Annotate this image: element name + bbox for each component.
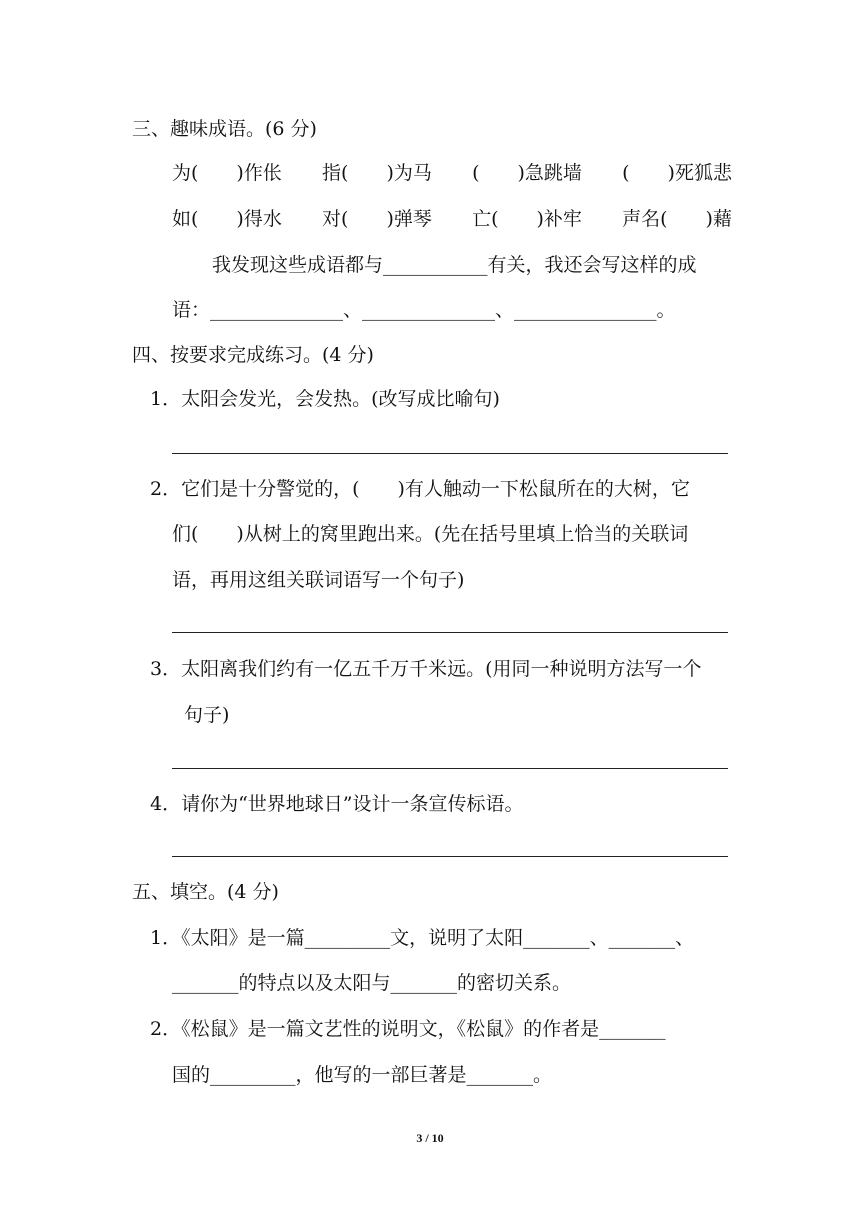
idiom-item: ( )死狐悲: [622, 162, 732, 184]
idiom-item: 亡( )补牢: [472, 208, 582, 230]
question-4-4: 4．请你为“世界地球日”设计一条宣传标语。: [150, 793, 524, 815]
page-number: 3 / 10: [416, 1131, 444, 1145]
idiom-item: 指( )为马: [322, 162, 432, 184]
section-3-heading: 三、趣味成语。(6 分): [132, 118, 317, 140]
question-4-3-line1: 3．太阳离我们约有一亿五千万千米远。(用同一种说明方法写一个: [150, 658, 702, 680]
idiom-write-blanks: 语：______________、______________、_______________。: [172, 299, 676, 321]
idiom-item: 为( )作伥: [172, 162, 282, 184]
idiom-row-1: [172, 161, 732, 185]
idiom-item: ( )急跳墙: [472, 162, 582, 184]
question-4-1: 1．太阳会发光，会发热。(改写成比喻句): [150, 388, 500, 410]
question-5-1-line2: _______的特点以及太阳与_______的密切关系。: [172, 972, 572, 994]
idiom-item: 声名( )藉: [622, 208, 732, 230]
question-4-3-line2: 句子): [184, 704, 230, 726]
answer-line-4-1[interactable]: [172, 453, 728, 454]
question-4-2-line3: 语，再用这组关联词语写一个句子): [172, 569, 465, 591]
question-5-2-line1: 2．《松鼠》是一篇文艺性的说明文，《松鼠》的作者是_______: [150, 1018, 666, 1040]
idiom-finding-text: 我发现这些成语都与___________有关，我还会写这样的成: [212, 254, 697, 276]
section-4-heading: 四、按要求完成练习。(4 分): [132, 344, 374, 366]
question-4-2-line2: 们( )从树上的窝里跑出来。(先在括号里填上恰当的关联词: [172, 523, 689, 545]
answer-line-4-3[interactable]: [172, 768, 728, 769]
section-5-heading: 五、填空。(4 分): [132, 881, 279, 903]
answer-line-4-2[interactable]: [172, 632, 728, 633]
idiom-item: 如( )得水: [172, 208, 282, 230]
idiom-item: 对( )弹琴: [322, 208, 432, 230]
question-5-2-line2: 国的_________，他写的一部巨著是_______。: [172, 1064, 553, 1086]
question-5-1-line1: 1．《太阳》是一篇_________文，说明了太阳_______、_______、: [150, 927, 695, 949]
question-4-2-line1: 2．它们是十分警觉的，( )有人触动一下松鼠所在的大树，它: [150, 478, 690, 500]
idiom-row-2: [172, 207, 732, 231]
answer-line-4-4[interactable]: [172, 856, 728, 857]
